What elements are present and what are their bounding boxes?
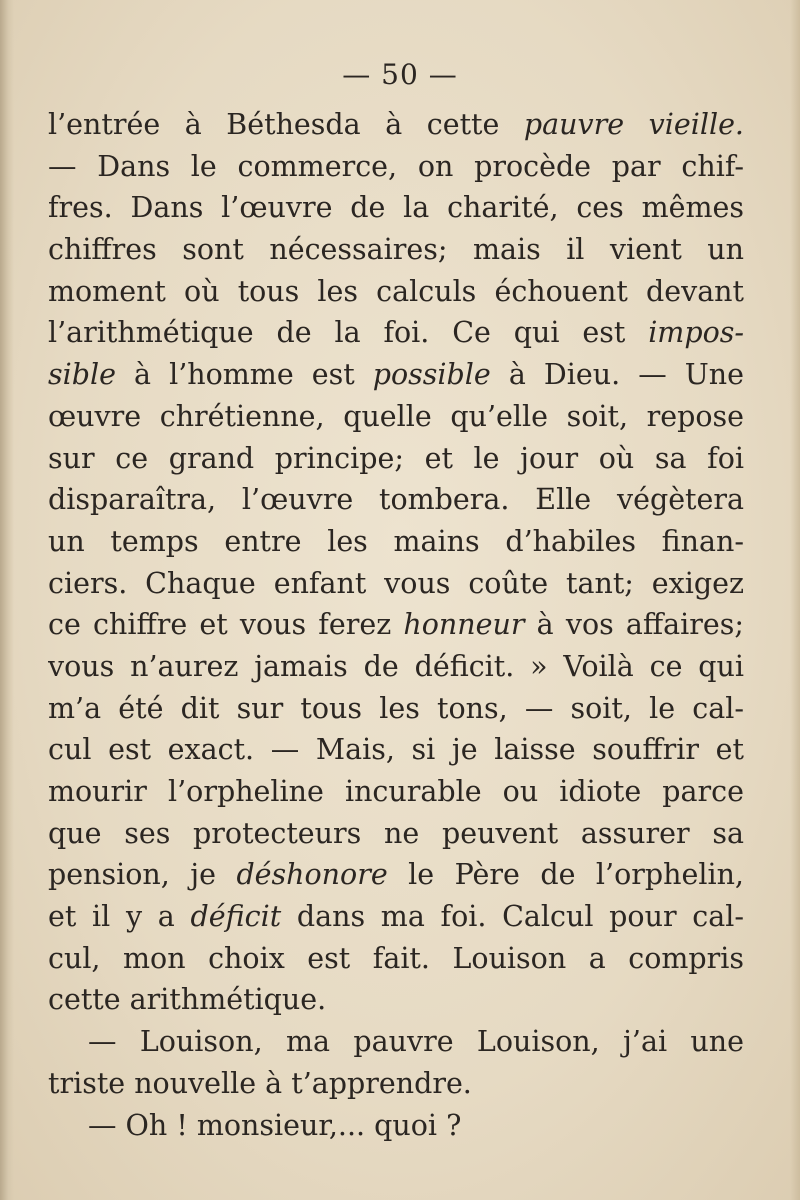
italic-segment: impos- [648, 316, 744, 350]
text-line [48, 729, 744, 771]
text-line [48, 646, 744, 688]
text-line [48, 1021, 744, 1063]
text-segment: à l’homme est [115, 358, 373, 392]
text-segment: cul, mon choix est fait. Louison a compris [48, 941, 744, 975]
text-segment: pension, je [48, 858, 237, 892]
text-segment: à vos affaires; [524, 608, 744, 642]
text-segment: mourir l’orpheline incurable ou idiote parce [48, 775, 744, 808]
italic-segment: déshonore [236, 858, 388, 892]
text-segment: ciers. Chaque enfant vous coûte tant; exigez [48, 566, 744, 600]
text-line [48, 354, 744, 396]
text-segment: sur ce grand principe; et le jour où sa foi [48, 441, 744, 475]
text-line [48, 854, 744, 896]
text-line [48, 771, 744, 813]
text-line [48, 312, 744, 354]
text-line [48, 271, 744, 313]
text-segment: cul est exact. — Mais, si je laisse souffrir et [48, 733, 744, 767]
text-line [48, 813, 744, 855]
text-line [48, 563, 744, 605]
text-line [48, 187, 744, 229]
text-segment: et il y a [48, 900, 191, 934]
text-segment: vous n’aurez jamais de déficit. » Voilà ce qui [48, 649, 744, 683]
text-line [48, 146, 744, 188]
text-segment: m’a été dit sur tous les tons, — soit, le cal- [48, 691, 744, 725]
text-segment: œuvre chrétienne, quelle qu’elle soit, repose [48, 399, 744, 433]
text-line [48, 938, 744, 980]
italic-segment: sible [48, 358, 116, 392]
italic-segment: pauvre vieille. [523, 108, 744, 141]
text-segment: triste nouvelle à t’apprendre. [48, 1066, 472, 1100]
text-segment: — Dans le commerce, on procède par chif- [48, 149, 744, 183]
text-segment: chiffres sont nécessaires; mais il vient un [48, 233, 744, 267]
italic-segment: déficit [190, 900, 282, 934]
text-segment: à Dieu. — Une [490, 358, 744, 392]
text-segment: ce chiffre et vous ferez [48, 608, 404, 642]
text-segment: l’entrée à Béthesda à cette [48, 108, 524, 141]
text-segment: l’arithmétique de la foi. Ce qui est [48, 316, 649, 350]
text-segment: que ses protecteurs ne peuvent assurer sa [48, 816, 744, 850]
text-segment: moment où tous les calculs échouent devant [48, 274, 744, 308]
text-line [48, 396, 744, 438]
text-segment: disparaîtra, l’œuvre tombera. Elle végètera [48, 483, 744, 517]
page-edge-shadow [790, 0, 800, 1200]
text-segment: cette arithmétique. [48, 983, 327, 1017]
text-segment: dans ma foi. Calcul pour cal- [281, 900, 744, 934]
page-number: — 50 — [342, 58, 458, 91]
text-line [48, 521, 744, 563]
text-line [48, 229, 744, 271]
text-line [48, 604, 744, 646]
text-line [48, 1105, 744, 1147]
text-line [48, 896, 744, 938]
text-segment: — Oh ! monsieur,... quoi ? [88, 1108, 462, 1142]
text-segment: un temps entre les mains d’habiles finan- [48, 524, 744, 558]
text-segment: le Père de l’orphelin, [387, 858, 744, 892]
text-line [48, 438, 744, 480]
text-line [48, 479, 744, 521]
italic-segment: possible [372, 358, 491, 392]
text-line [48, 688, 744, 730]
body-text [48, 104, 744, 1146]
italic-segment: honneur [403, 608, 525, 642]
text-line [48, 1063, 744, 1105]
page-gutter-shadow [0, 0, 14, 1200]
text-segment: fres. Dans l’œuvre de la charité, ces mêmes [48, 191, 744, 225]
text-line [48, 104, 744, 146]
text-line [48, 979, 744, 1021]
text-segment: — Louison, ma pauvre Louison, j’ai une [88, 1025, 744, 1059]
